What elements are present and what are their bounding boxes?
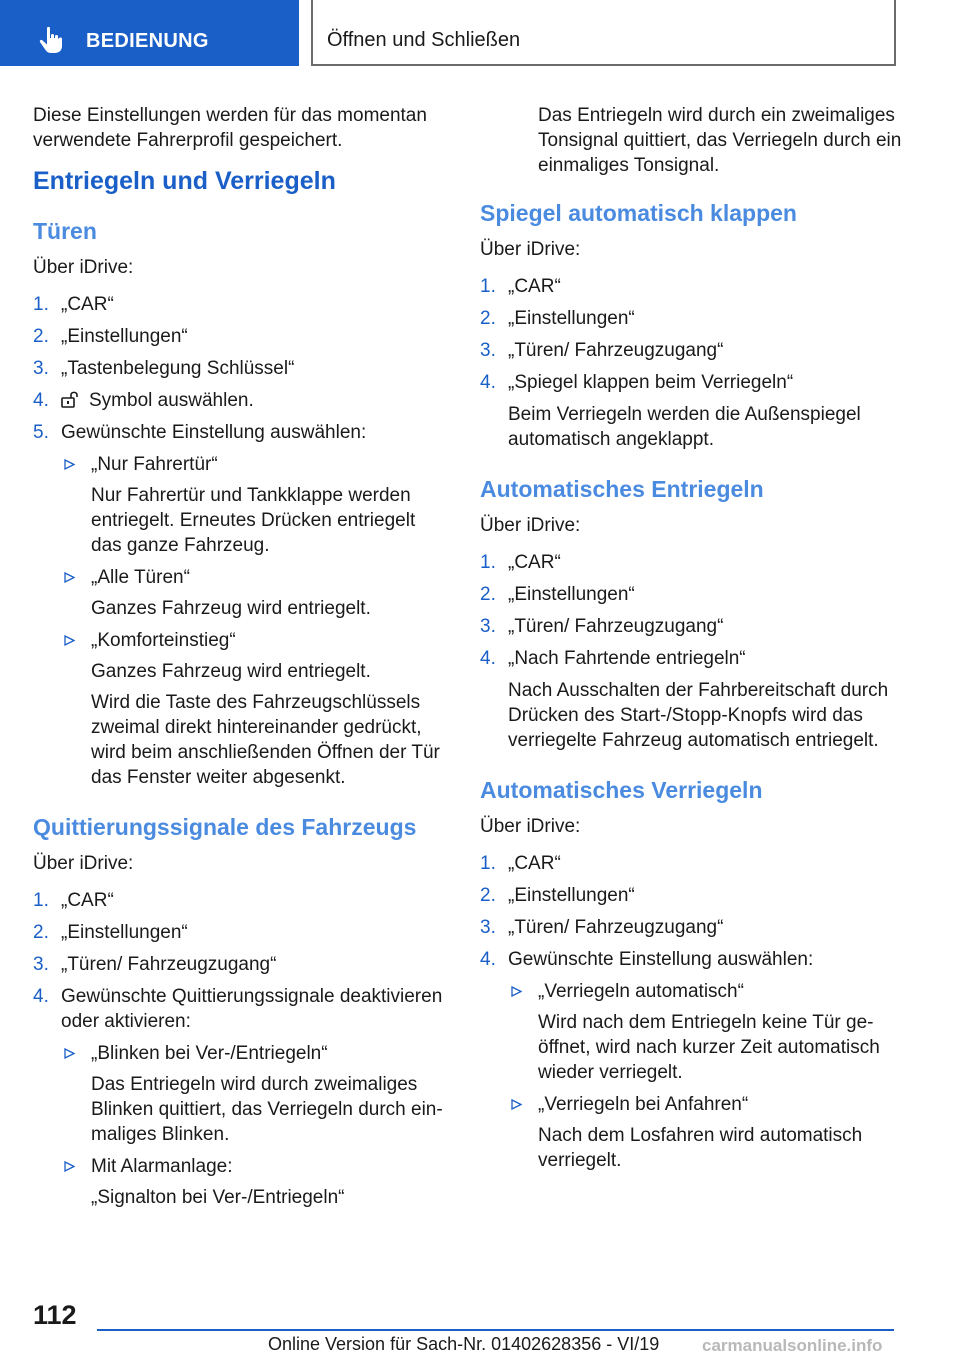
list-item	[480, 338, 910, 363]
step-text: „Spiegel klappen beim Verriegeln“	[508, 372, 794, 393]
list-item	[33, 292, 448, 317]
main-heading: Entriegeln und Verriegeln	[33, 167, 336, 195]
option-label: Mit Alarmanlage:	[91, 1156, 233, 1177]
section-tab	[0, 0, 299, 66]
chapter-title: Öffnen und Schließen	[327, 29, 521, 51]
watermark: carmanualsonline.info	[702, 1336, 883, 1355]
option-label: „Blinken bei Ver-/Entriegeln“	[91, 1043, 328, 1064]
list-item	[33, 984, 448, 1210]
right-column	[480, 103, 910, 1197]
step-number: 3.	[33, 954, 49, 975]
online-version-text: Online Version für Sach-Nr. 01402628356 - VI/19	[268, 1334, 660, 1354]
option-desc: Das Entriegeln wird durch zweimaliges Blinken quittiert, das Verriegeln durch einmaliges Blinken.	[91, 1074, 443, 1145]
list-item	[61, 565, 448, 621]
page-number: 112	[33, 1300, 77, 1330]
list-item	[480, 582, 910, 607]
step-text: „CAR“	[61, 294, 114, 315]
intro-text: Diese Einstellungen werden für das momentan verwendete Fahrerprofil gespeichert.	[33, 105, 427, 151]
step-number: 2.	[33, 922, 49, 943]
list-item	[61, 452, 448, 558]
list-item	[33, 356, 448, 381]
auto-unlock-steps	[480, 550, 910, 753]
step-number: 3.	[480, 917, 496, 938]
step-text: „Einstellungen“	[61, 326, 188, 347]
step-text: „CAR“	[61, 890, 114, 911]
step-text: „Einstellungen“	[61, 922, 188, 943]
step-text: „Einstellungen“	[508, 584, 635, 605]
step-text: „Einstellungen“	[508, 308, 635, 329]
step-number: 4.	[480, 949, 496, 970]
continued-text: Das Entriegeln wird durch ein zweimaliges Tonsignal quittiert, das Verriegeln durch ein einmaliges Tonsignal.	[538, 105, 902, 176]
step-number: 2.	[480, 308, 496, 329]
step-text: „Türen/ Fahrzeugzugang“	[508, 917, 724, 938]
step-number: 4.	[33, 390, 49, 411]
step-text: „Türen/ Fahrzeugzugang“	[508, 616, 724, 637]
list-item	[33, 888, 448, 913]
triangle-bullet-icon	[64, 635, 75, 646]
auto-unlock-via: Über iDrive:	[480, 515, 581, 536]
section-label: BEDIENUNG	[86, 30, 209, 52]
step-number: 1.	[33, 294, 49, 315]
step-number: 2.	[33, 326, 49, 347]
step-number: 1.	[33, 890, 49, 911]
doors-section	[33, 218, 448, 790]
mirrors-steps	[480, 274, 910, 452]
doors-heading: Türen	[33, 218, 97, 244]
step-desc: Nach Ausschalten der Fahrbereitschaft durch Drücken des Start-/Stopp-Knopfs wird das verriegelte Fahrzeug automatisch entriegelt.	[508, 680, 889, 751]
signals-options	[61, 1041, 448, 1210]
step-text: Gewünschte Einstellung auswählen:	[61, 422, 367, 443]
auto-unlock-heading: Automatisches Entriegeln	[480, 476, 764, 502]
left-column	[33, 103, 448, 1234]
doors-via: Über iDrive:	[33, 257, 134, 278]
list-item	[61, 1154, 448, 1210]
step-desc: Beim Verriegeln werden die Außenspiegel automatisch angeklappt.	[508, 404, 861, 450]
option-label: „Nur Fahrertür“	[91, 454, 218, 475]
step-number: 1.	[480, 552, 496, 573]
step-text: „Einstellungen“	[508, 885, 635, 906]
step-text: Symbol auswählen.	[89, 390, 254, 411]
option-desc: Nur Fahrertür und Tankklappe werden entriegelt. Erneutes Drücken entriegelt das ganze Fahrzeug.	[91, 485, 416, 556]
list-item	[480, 614, 910, 639]
mirrors-section	[480, 200, 910, 452]
step-text: „CAR“	[508, 552, 561, 573]
triangle-bullet-icon	[64, 1161, 75, 1172]
list-item	[508, 979, 910, 1085]
step-number: 3.	[480, 340, 496, 361]
triangle-bullet-icon	[64, 459, 75, 470]
list-item	[508, 1092, 910, 1173]
triangle-bullet-icon	[511, 1099, 522, 1110]
list-item	[480, 947, 910, 1173]
footer-divider	[97, 1329, 894, 1331]
list-item	[480, 915, 910, 940]
list-item	[33, 920, 448, 945]
auto-unlock-section	[480, 476, 910, 753]
auto-lock-via: Über iDrive:	[480, 816, 581, 837]
step-number: 4.	[33, 986, 49, 1007]
list-item	[33, 952, 448, 977]
option-desc: Ganzes Fahrzeug wird entriegelt.	[91, 661, 371, 682]
signals-steps	[33, 888, 448, 1210]
step-number: 2.	[480, 885, 496, 906]
triangle-bullet-icon	[511, 986, 522, 997]
signals-section	[33, 814, 448, 1210]
list-item	[480, 851, 910, 876]
list-item	[480, 550, 910, 575]
mirrors-heading: Spiegel automatisch klappen	[480, 200, 797, 226]
list-item	[480, 306, 910, 331]
list-item	[33, 324, 448, 349]
option-label: „Komforteinstieg“	[91, 630, 236, 651]
list-item	[480, 883, 910, 908]
option-desc: Nach dem Losfahren wird automatisch verriegelt.	[538, 1125, 863, 1171]
signals-via: Über iDrive:	[33, 853, 134, 874]
step-number: 3.	[33, 358, 49, 379]
list-item	[480, 274, 910, 299]
step-text: „CAR“	[508, 276, 561, 297]
signals-heading: Quittierungssignale des Fahrzeugs	[33, 814, 417, 840]
doors-options	[61, 452, 448, 790]
step-number: 4.	[480, 372, 496, 393]
step-text: „Türen/ Fahrzeugzugang“	[61, 954, 277, 975]
step-text: „Nach Fahrtende entriegeln“	[508, 648, 746, 669]
step-text: „Tastenbelegung Schlüssel“	[61, 358, 295, 379]
option-desc: Wird nach dem Entriegeln keine Tür geöffnet, wird nach kurzer Zeit automatisch wieder verriegelt.	[538, 1012, 880, 1083]
triangle-bullet-icon	[64, 572, 75, 583]
step-number: 1.	[480, 853, 496, 874]
step-text: „CAR“	[508, 853, 561, 874]
list-item	[480, 370, 910, 452]
auto-lock-section	[480, 777, 910, 1173]
doors-steps	[33, 292, 448, 790]
auto-lock-options	[508, 979, 910, 1173]
step-text: Gewünschte Quittierungssignale deaktivieren oder aktivieren:	[61, 986, 443, 1032]
option-desc: „Signalton bei Ver-/Entriegeln“	[91, 1187, 345, 1208]
step-number: 3.	[480, 616, 496, 637]
auto-lock-heading: Automatisches Verriegeln	[480, 777, 763, 803]
list-item	[33, 388, 448, 413]
triangle-bullet-icon	[64, 1048, 75, 1059]
option-label: „Verriegeln automatisch“	[538, 981, 744, 1002]
option-desc-extra: Wird die Taste des Fahrzeugschlüssels zweimal direkt hintereinander gedrückt, wird beim anschließenden Öffnen der Tür das Fenster weiter abgesenkt.	[91, 692, 440, 788]
list-item	[33, 420, 448, 790]
step-number: 1.	[480, 276, 496, 297]
list-item	[61, 628, 448, 790]
option-desc: Ganzes Fahrzeug wird entriegelt.	[91, 598, 371, 619]
list-item	[61, 1041, 448, 1147]
step-number: 5.	[33, 422, 49, 443]
step-number: 4.	[480, 648, 496, 669]
step-text: Gewünschte Einstellung auswählen:	[508, 949, 814, 970]
list-item	[480, 646, 910, 753]
mirrors-via: Über iDrive:	[480, 239, 581, 260]
auto-lock-steps	[480, 851, 910, 1173]
unlock-icon	[61, 390, 83, 408]
pointing-hand-icon	[38, 26, 64, 54]
step-text: „Türen/ Fahrzeugzugang“	[508, 340, 724, 361]
option-label: „Verriegeln bei Anfahren“	[538, 1094, 749, 1115]
chapter-header	[311, 0, 896, 66]
option-label: „Alle Türen“	[91, 567, 190, 588]
step-number: 2.	[480, 584, 496, 605]
